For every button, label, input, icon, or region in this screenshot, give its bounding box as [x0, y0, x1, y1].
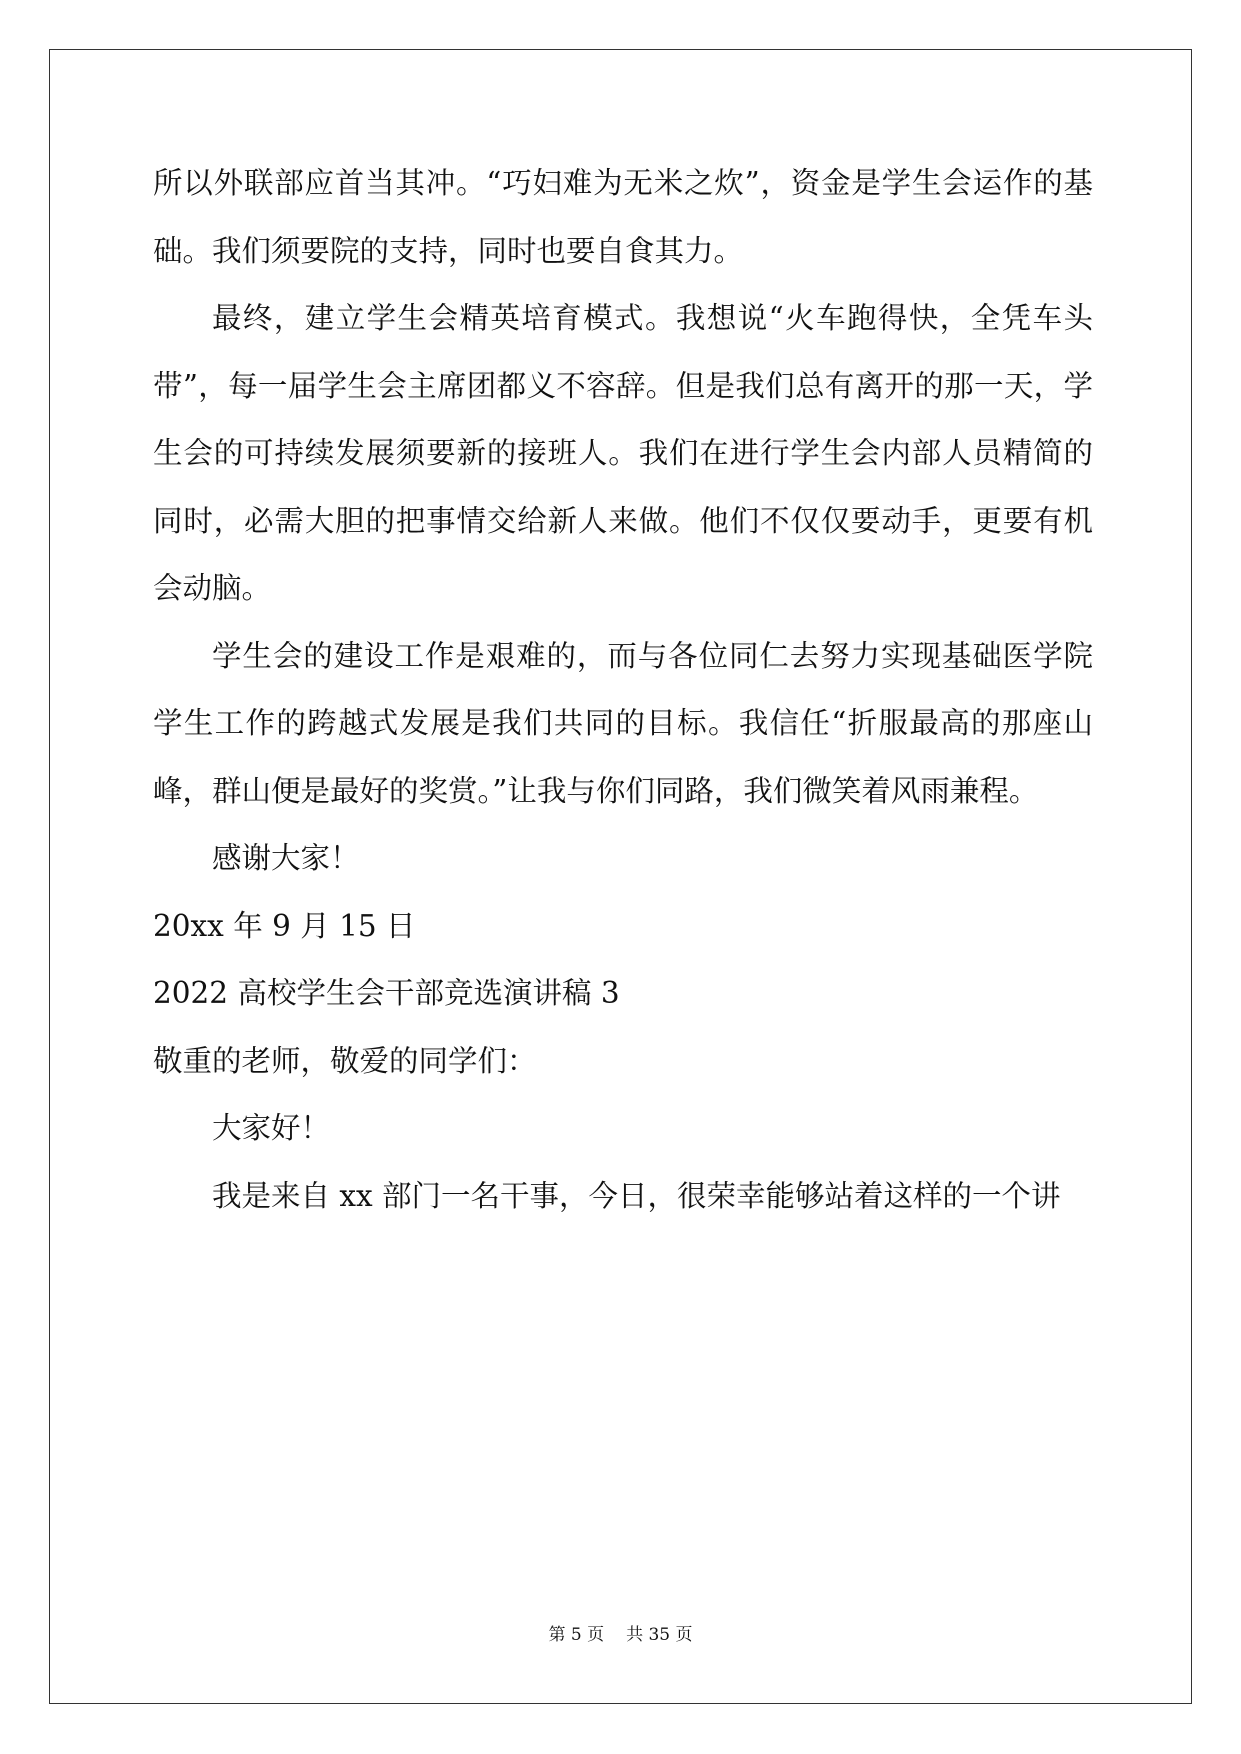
section-title: 2022 高校学生会干部竞选演讲稿 3 — [153, 976, 620, 1010]
salutation: 敬重的老师，敬爱的同学们： — [153, 1043, 537, 1078]
paragraph-3: 学生会的建设工作是艰难的，而与各位同仁去努力实现基础医学院学生工作的跨越式发展是我们共同的目标。我信任“折服最高的那座山峰，群山便是最好的奖赏。”让我与你们同路，我们微笑着风雨兼程。 — [153, 638, 1093, 808]
page-footer — [0, 1623, 1241, 1647]
greeting: 大家好！ — [212, 1111, 331, 1145]
paragraph-2: 最终，建立学生会精英培育模式。我想说“火车跑得快，全凭车头带”，每一届学生会主席团都义不容辞。但是我们总有离开的那一天，学生会的可持续发展须要新的接班人。我们在进行学生会内部人员精简的同时，必需大胆的把事情交给新人来做。他们不仅仅要动手，更要有机会动脑。 — [153, 301, 1093, 605]
document-body — [153, 150, 1093, 1230]
paragraph-thanks: 感谢大家！ — [212, 841, 360, 875]
total-pages: 共 35 页 — [626, 1625, 693, 1645]
paragraph-date: 20xx 年 9 月 15 日 — [153, 908, 416, 943]
paragraph-1: 所以外联部应首当其冲。“巧妇难为无米之炊”，资金是学生会运作的基础。我们须要院的支持，同时也要自食其力。 — [153, 166, 1093, 268]
page-number: 第 5 页 — [548, 1625, 605, 1645]
paragraph-intro: 我是来自 xx 部门一名干事，今日，很荣幸能够站着这样的一个讲 — [212, 1178, 1061, 1213]
